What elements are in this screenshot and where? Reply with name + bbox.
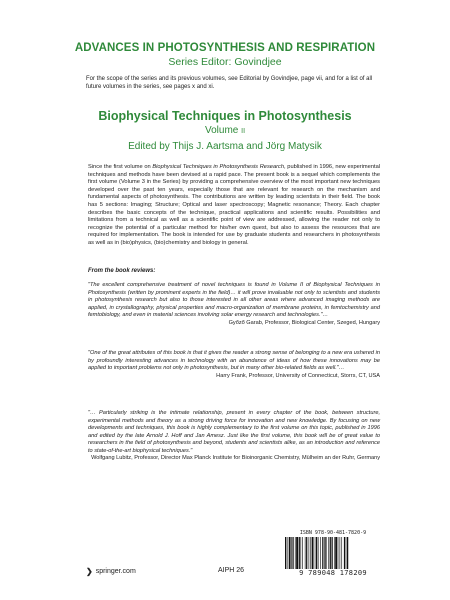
book-description [88, 164, 380, 248]
barcode-bar [347, 537, 348, 569]
arrow-icon: ❯ [86, 567, 93, 576]
review-attribution: Harry Frank, Professor, University of Connecticut, Storrs, CT, USA [216, 372, 380, 379]
barcode-bar [301, 537, 302, 569]
review-quote: "The excellent comprehensive treatment of novel techniques is found in Volume II of Biophysical Techniques in Photosynthesis (written by prominent experts in the field)… it will prove invaluable not only to scientists and students in photosynthesis research but also to those interested in all other areas where advanced imaging methods are applied, in crystallography, physical properties and macro-organization of membrane proteins, in femtochemistry and femtobiology, and even in material sciences involving solar energy research and technologies."… [88, 282, 380, 318]
publisher-label: springer.com [95, 568, 136, 575]
barcode-bar [338, 537, 339, 569]
volume-word: Volume [204, 125, 239, 136]
series-code: AIPH 26 [218, 567, 245, 574]
barcode-bar [292, 537, 293, 569]
series-title: ADVANCES IN PHOTOSYNTHESIS AND RESPIRATION [74, 42, 376, 54]
barcode-bar [316, 537, 317, 569]
isbn-text: ISBN 978-90-481-7820-9 [299, 530, 367, 536]
book-editors: Edited by Thijs J. Aartsma and Jörg Matysik [128, 141, 322, 152]
barcode-bar [296, 537, 298, 569]
barcode-bar [285, 537, 286, 569]
barcode-bar [330, 537, 331, 569]
barcode-bar [324, 537, 325, 569]
barcode-bar [318, 537, 319, 569]
barcode-bar [332, 537, 333, 569]
barcode-digits: 9 789048 178209 [299, 569, 367, 577]
barcode-bar [325, 537, 326, 569]
barcode-bar [295, 537, 296, 569]
barcode-bar [309, 537, 310, 569]
description-italic-title: Biophysical Techniques in Photosynthesis Research [152, 164, 285, 170]
barcode-bar [328, 537, 329, 569]
description-part-2: , published in 1996, new experimental techniques and methods have been devised at a rapid pace. The present book is a sequel which complements the first volume (Volume 3 in the Series) by providing a comprehensive overview of the most important new techniques developed over the past ten years, especially those that are relevant for research on the mechanism and fundamental aspects of photosynthesis. The contributions are written by leading scientists in their field. The book has 5 sections: Imaging; Structure; Optical and laser spectroscopy; Magnetic resonance; Theory. Each chapter describes the basic concepts of the technique, practical applications and scientific results. Possibilities and limitations from a technical as well as a scientific point of view are addressed, allowing the reader not only to recognize the potential of a particular method for his/her own quest, but also to assess the resources that are required for implementation. The book is intended for use by graduate students and researchers in photosynthesis as well as in (bio)physics, (bio)chemistry and biology in general. [88, 164, 381, 246]
review-quote: "… Particularly striking is the intimate relationship, present in every chapter of the book, between structure, experimental methods and theory as a strong driving force for innovation and new knowledge. By focusing on new developments and techniques, this book is highly complementary to the first volume on this topic, published in 1996 and edited by the late Arnold J. Hoff and Jan Amesz. Just like the first volume, this book will be of great value to researchers in the field of photosynthesis and beyond, students and scientists alike, as an introduction and reference to state-of-the-art biophysical techniques." [88, 410, 380, 454]
barcode-bar [302, 537, 303, 569]
barcode [283, 537, 383, 569]
barcode-bar [289, 537, 291, 569]
barcode-bar [346, 537, 347, 569]
barcode-bar [344, 537, 345, 569]
isbn-barcode-block [283, 530, 383, 578]
barcode-bar [299, 537, 300, 569]
volume-number: II [241, 128, 246, 135]
barcode-bar [310, 537, 311, 569]
barcode-bar [315, 537, 316, 569]
description-part-1: Since the first volume on [88, 164, 153, 170]
barcode-bar [306, 537, 307, 569]
barcode-bar [340, 537, 341, 569]
barcode-bar [287, 537, 288, 569]
barcode-bar [335, 537, 337, 569]
series-editor: Series Editor: Govindjee [168, 56, 282, 68]
barcode-bar [341, 537, 342, 569]
barcode-bar [312, 537, 314, 569]
barcode-bar [322, 537, 323, 569]
barcode-bar [291, 537, 292, 569]
review [88, 410, 380, 463]
publisher-link[interactable] [86, 567, 136, 576]
review [88, 350, 380, 380]
reviews-heading: From the book reviews: [88, 268, 156, 274]
barcode-bar [305, 537, 306, 569]
review-attribution: Wolfgang Lubitz, Professor, Director Max Planck Institute for Bioinorganic Chemistry, Mülheim an der Ruhr, Germany [91, 455, 380, 461]
book-title: Biophysical Techniques in Photosynthesis [98, 109, 352, 123]
review-quote: "One of the great attributes of this book is that it gives the reader a strong sense of belonging to a new era ushered in by profoundly interesting advances in technology with an abundance of ideas of how these innovations may be applied to important problems not only in photosynthesis, but in many other bio-related fields as well."… [88, 350, 380, 371]
volume-label [0, 125, 450, 136]
barcode-bar [334, 537, 335, 569]
barcode-bar [320, 537, 321, 569]
review [88, 282, 380, 327]
review-attribution: Győző Garab, Professor, Biological Center, Szeged, Hungary [228, 319, 380, 326]
series-scope-note: For the scope of the series and its previous volumes, see Editorial by Govindjee, page vii, and for a list of all future volumes in the series, see pages x and xi. [86, 76, 373, 91]
